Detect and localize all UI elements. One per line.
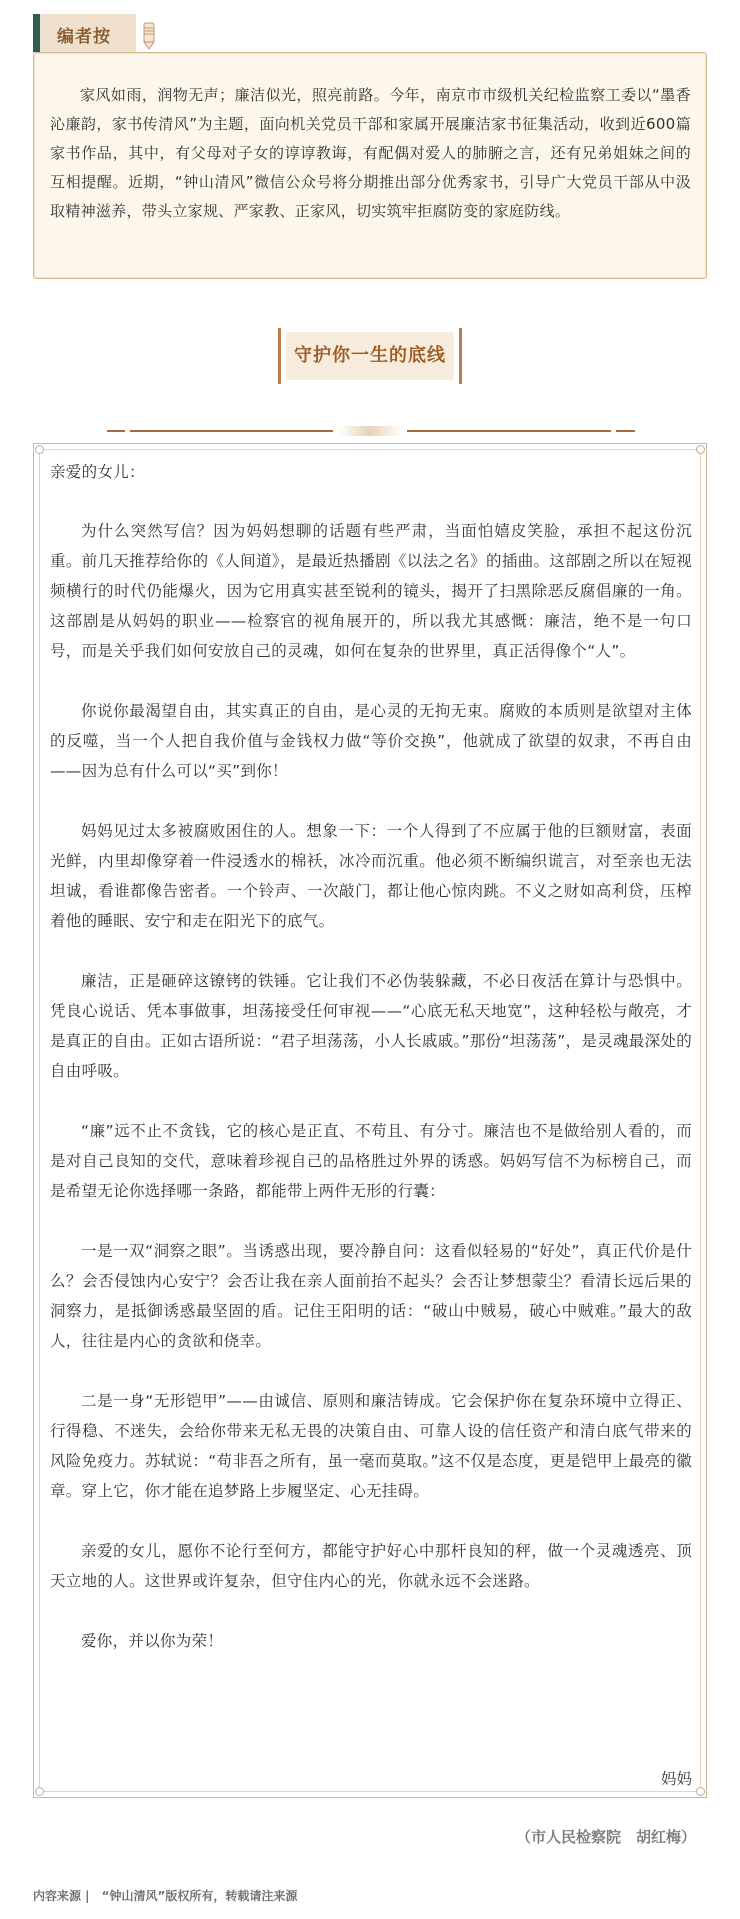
letter-signature: 妈妈	[660, 1770, 692, 1788]
editor-note-tag	[33, 14, 136, 52]
letter-paragraph: 你说你最渴望自由，其实真正的自由，是心灵的无拘无束。腐败的本质则是欲望对主体的反噬，当一个人把自我价值与金钱权力做“等价交换”，他就成了欲望的奴隶，不再自由——因为总有什么可以“买”到你！	[50, 702, 692, 780]
pen-icon	[142, 22, 156, 54]
letter-paragraph: 亲爱的女儿，愿你不论行至何方，都能守护好心中那杆良知的秤，做一个灵魂透亮、顶天立地的人。这世界或许复杂，但守住内心的光，你就永远不会迷路。	[50, 1542, 692, 1590]
letter-body	[50, 457, 692, 1686]
title-right-bar	[459, 328, 462, 384]
author-credit: （市人民检察院 胡红梅）	[515, 1828, 696, 1846]
letter-paragraph: 为什么突然写信？因为妈妈想聊的话题有些严肃，当面怕嬉皮笑脸，承担不起这份沉重。前几天推荐给你的《人间道》，是最近热播剧《以法之名》的插曲。这部剧之所以在短视频横行的时代仍能爆火，因为它用真实甚至锐利的镜头，揭开了扫黑除恶反腐倡廉的一角。这部剧是从妈妈的职业——检察官的视角展开的，所以我尤其感慨：廉洁，绝不是一句口号，而是关乎我们如何安放自己的灵魂，如何在复杂的世界里，真正活得像个“人”。	[50, 522, 692, 660]
frame-corner-ornament	[35, 445, 44, 454]
title-left-bar	[278, 328, 281, 384]
letter-greeting: 亲爱的女儿：	[50, 463, 145, 481]
letter-paragraph: 妈妈见过太多被腐败困住的人。想象一下：一个人得到了不应属于他的巨额财富，表面光鲜，内里却像穿着一件浸透水的棉袄，冰冷而沉重。他必须不断编织谎言，对至亲也无法坦诚，看谁都像告密者。一个铃声、一次敲门，都让他心惊肉跳。不义之财如高利贷，压榨着他的睡眠、安宁和走在阳光下的底气。	[50, 822, 692, 930]
letter-paragraph: 廉洁，正是砸碎这镣铐的铁锤。它让我们不必伪装躲藏，不必日夜活在算计与恐惧中。凭良心说话、凭本事做事，坦荡接受任何审视——“心底无私天地宽”，这种轻松与敞亮，才是真正的自由。正如古语所说：“君子坦荡荡，小人长戚戚。”那份“坦荡荡”，是灵魂最深处的自由呼吸。	[50, 972, 692, 1080]
frame-corner-ornament	[696, 445, 705, 454]
article-title: 守护你一生的底线	[286, 332, 454, 380]
letter-paragraph: 二是一身“无形铠甲”——由诚信、原则和廉洁铸成。它会保护你在复杂环境中立得正、行得稳、不迷失，会给你带来无私无畏的决策自由、可靠人设的信任资产和清白底气带来的风险免疫力。苏轼说：“苟非吾之所有，虽一毫而莫取。”这不仅是态度，更是铠甲上最亮的徽章。穿上它，你才能在追梦路上步履坚定、心无挂碍。	[50, 1392, 692, 1500]
letter-paragraph: “廉”远不止不贪钱，它的核心是正直、不苟且、有分寸。廉洁也不是做给别人看的，而是对自己良知的交代，意味着珍视自己的品格胜过外界的诱惑。妈妈写信不为标榜自己，而是希望无论你选择哪一条路，都能带上两件无形的行囊：	[50, 1122, 692, 1200]
letter-paragraph: 一是一双“洞察之眼”。当诱惑出现，要冷静自问：这看似轻易的“好处”，真正代价是什么？会否侵蚀内心安宁？会否让我在亲人面前抬不起头？会否让梦想蒙尘？看清长远后果的洞察力，是抵御诱惑最坚固的盾。记住王阳明的话：“破山中贼易，破心中贼难。”最大的敌人，往往是内心的贪欲和侥幸。	[50, 1242, 692, 1350]
editor-note-label: 编者按	[57, 27, 111, 47]
source-note: 内容来源 | “钟山清风”版权所有，转载请注来源	[33, 1889, 298, 1903]
frame-corner-ornament	[696, 1787, 705, 1796]
section-divider	[0, 421, 740, 431]
letter-closing: 爱你，并以你为荣！	[81, 1632, 224, 1650]
editor-note-box	[33, 52, 707, 279]
article-title-block	[278, 328, 462, 384]
editor-note-text: 家风如雨，润物无声；廉洁似光，照亮前路。今年，南京市市级机关纪检监察工委以“墨香沁廉韵，家书传清风”为主题，面向机关党员干部和家属开展廉洁家书征集活动，收到近600篇家书作品，其中，有父母对子女的谆谆教诲，有配偶对爱人的肺腑之言，还有兄弟姐妹之间的互相提醒。近期，“钟山清风”微信公众号将分期推出部分优秀家书，引导广大党员干部从中汲取精神滋养，带头立家规、严家教、正家风，切实筑牢拒腐防变的家庭防线。	[50, 86, 691, 220]
frame-corner-ornament	[35, 1787, 44, 1796]
